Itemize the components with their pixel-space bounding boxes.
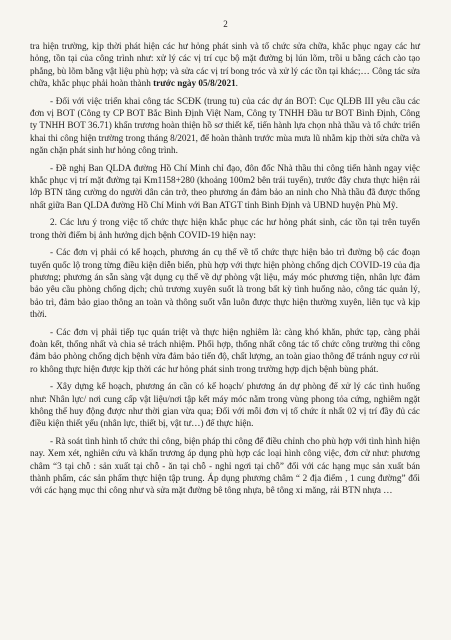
- deadline-date: trước ngày 05/8/2021: [153, 78, 236, 89]
- paragraph-2-text: - Đối với việc triển khai công tác SCĐK (trung tu) của các dự án BOT: Cục QLĐB III yêu cầu các đơn vị BOT (Công ty CP BOT Bắc Bình Định Việt Nam, Công ty TNHH Đầu tư BOT Bình Định, Công ty TNHH BOT 36.71) khẩn trương hoàn thiện hồ sơ thiết kế, tiến hành lựa chọn nhà thầu và tổ chức triển khai thi công hiện trường trong tháng 8/2021, để hoàn thành trước mùa mưa lũ nhằm kịp thời sửa chữa và ngăn chặn phát sinh hư hỏng công trình.: [30, 95, 420, 156]
- paragraph-1: [30, 40, 420, 90]
- paragraph-8: [30, 435, 420, 497]
- paragraph-1-text: tra hiện trường, kịp thời phát hiện các hư hỏng phát sinh và tổ chức sửa chữa, khắc phục ngay các hư hỏng, tồn tại của công trình như: xử lý các vị trí cục bộ mặt đường bị lún lõm, trồi u bằng cách cào tạo phẳng, bù lõm bằng vật liệu phù hợp; và sửa các vị trí bong tróc và xử lý các tồn tại khác;… Công tác sửa chữa, khắc phục phải hoàn thành: [30, 41, 420, 89]
- page-number: 2: [223, 19, 228, 29]
- paragraph-1-end: .: [235, 78, 238, 89]
- paragraph-8-text: - Rà soát tình hình tổ chức thi công, biện pháp thi công để điều chỉnh cho phù hợp với tình hình hiện nay. Xem xét, nghiên cứu và khẩn trương áp dụng phù hợp các loại hình công việc, đơn cử như: phương châm “3 tại chỗ : sản xuất tại chỗ - ăn tại chỗ - nghỉ ngơi tại chỗ” đối với các hạng mục sản xuất bán thành phẩm, các sản phẩm thực hiện tập trung. Áp dụng phương châm “ 2 địa điểm , 1 cung đường” đối với các hạng mục thi công như và sửa mặt đường bê tông nhựa, bê tông xi măng, rải BTN nhựa …: [30, 435, 420, 496]
- paragraph-2: [30, 95, 420, 157]
- paragraph-6: [30, 326, 420, 376]
- paragraph-5: [30, 246, 420, 320]
- paragraph-7-text: - Xây dựng kế hoạch, phương án cần có kế hoạch/ phương án dự phòng để xử lý các tình huống như: Nhân lực/ nơi cung cấp vật liệu/nơi tập kết máy móc nằm trong vùng phong tỏa cứng, nghiêm ngặt không thể huy động được như thời gian vừa qua; Đối với mỗi đơn vị tổ chức ít nhất 02 vị trí đầy đủ các điều kiện thiết yếu (nhân lực, thiết bị, vật tư…) để thực hiện.: [30, 381, 420, 429]
- paragraph-5-text: - Các đơn vị phải có kế hoạch, phương án cụ thể về tổ chức thực hiện bảo trì đường bộ các đoạn tuyến quốc lộ trong từng điều kiện diễn biến, phù hợp với thực hiện phòng chống dịch COVID-19 của địa phương; phương án sẵn sàng vật dụng cụ thể về dự phòng vật liệu, máy móc phương tiện, nhân lực đảm bảo yêu cầu phòng chống dịch; chủ trương xuyên suốt là trong bất kỳ tình huống nào, công tác quản lý, bảo trì, đảm bảo giao thông an toàn và thông suốt vẫn luôn được thực hiện thường xuyên, liên tục và kịp thời.: [30, 247, 420, 320]
- paragraph-4-text: 2. Các lưu ý trong việc tổ chức thực hiện khắc phục các hư hỏng phát sinh, các tồn tại trên tuyến trong thời điểm bị ảnh hưởng dịch bệnh COVID-19 hiện nay:: [30, 217, 420, 240]
- paragraph-7: [30, 380, 420, 430]
- paragraph-6-text: - Các đơn vị phải tiếp tục quán triệt và thực hiện nghiêm là: càng khó khăn, phức tạp, càng phải đoàn kết, thống nhất và chia sẻ trách nhiệm. Phối hợp, thống nhất công tác tổ chức công trường thi công đảm bảo phòng chống dịch bệnh vừa đảm bảo tiến độ, chất lượng, an toàn giao thông để tránh nguy cơ rủi ro không thực hiện được kịp thời các hư hỏng phát sinh trong trường hợp dịch bệnh bùng phát.: [30, 326, 420, 374]
- paragraph-4: [30, 216, 420, 241]
- paragraph-3-text: - Đề nghị Ban QLDA đường Hồ Chí Minh chỉ đạo, đôn đốc Nhà thầu thi công tiến hành ngay việc khắc phục vị trí mặt đường tại Km1158+280 (khoảng 100m2 bên trái tuyến), trước đây chưa thực hiện rải lớp BTN tăng cường do người dân cản trở, theo phương án đảm bảo an ninh cho Nhà thầu đã được thống nhất giữa Ban QLDA đường Hồ Chí Minh với Ban ATGT tỉnh Bình Định và UBND huyện Phù Mỹ.: [30, 162, 420, 210]
- document-body: [30, 40, 420, 502]
- paragraph-3: [30, 162, 420, 212]
